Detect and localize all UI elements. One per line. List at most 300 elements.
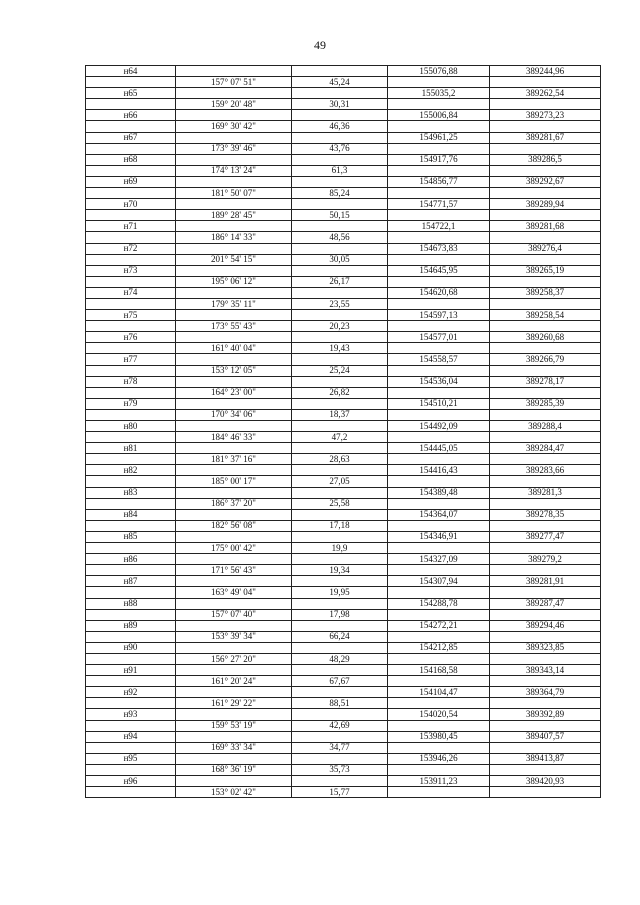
point-cell: н69 xyxy=(86,176,176,187)
y-coordinate-cell: 389265,19 xyxy=(490,265,601,276)
empty-cell xyxy=(292,132,388,143)
point-cell: н88 xyxy=(86,598,176,609)
empty-cell xyxy=(176,66,292,77)
empty-cell xyxy=(176,576,292,587)
empty-cell xyxy=(490,121,601,132)
table-row xyxy=(86,154,601,165)
empty-cell xyxy=(176,221,292,232)
empty-cell xyxy=(176,509,292,520)
empty-cell xyxy=(86,343,176,354)
x-coordinate-cell: 154558,57 xyxy=(388,354,490,365)
distance-cell: 19,43 xyxy=(292,343,388,354)
empty-cell xyxy=(490,298,601,309)
empty-cell xyxy=(490,343,601,354)
y-coordinate-cell: 389281,91 xyxy=(490,576,601,587)
table-row xyxy=(86,576,601,587)
empty-cell xyxy=(388,143,490,154)
table-row xyxy=(86,66,601,77)
empty-cell xyxy=(176,687,292,698)
direction-angle-cell: 173° 39' 46" xyxy=(176,143,292,154)
y-coordinate-cell: 389285,39 xyxy=(490,398,601,409)
empty-cell xyxy=(388,188,490,199)
table-row xyxy=(86,298,601,309)
empty-cell xyxy=(86,742,176,753)
empty-cell xyxy=(388,343,490,354)
empty-cell xyxy=(176,332,292,343)
y-coordinate-cell: 389262,54 xyxy=(490,88,601,99)
x-coordinate-cell: 154307,94 xyxy=(388,576,490,587)
table-row xyxy=(86,764,601,775)
table-row xyxy=(86,343,601,354)
direction-angle-cell: 153° 02' 42" xyxy=(176,787,292,798)
empty-cell xyxy=(292,465,388,476)
empty-cell xyxy=(176,487,292,498)
distance-cell: 42,69 xyxy=(292,720,388,731)
point-cell: н85 xyxy=(86,531,176,542)
table-row xyxy=(86,687,601,698)
empty-cell xyxy=(490,365,601,376)
empty-cell xyxy=(292,88,388,99)
distance-cell: 67,67 xyxy=(292,676,388,687)
point-cell: н79 xyxy=(86,398,176,409)
direction-angle-cell: 153° 39' 34" xyxy=(176,631,292,642)
direction-angle-cell: 157° 07' 40" xyxy=(176,609,292,620)
x-coordinate-cell: 154577,01 xyxy=(388,332,490,343)
y-coordinate-cell: 389289,94 xyxy=(490,199,601,210)
point-cell: н86 xyxy=(86,554,176,565)
distance-cell: 15,77 xyxy=(292,787,388,798)
point-cell: н65 xyxy=(86,88,176,99)
point-cell: н75 xyxy=(86,310,176,321)
empty-cell xyxy=(490,276,601,287)
distance-cell: 34,77 xyxy=(292,742,388,753)
empty-cell xyxy=(176,531,292,542)
direction-angle-cell: 186° 37' 20" xyxy=(176,498,292,509)
empty-cell xyxy=(292,443,388,454)
empty-cell xyxy=(292,576,388,587)
distance-cell: 17,18 xyxy=(292,520,388,531)
y-coordinate-cell: 389277,47 xyxy=(490,531,601,542)
empty-cell xyxy=(86,99,176,110)
point-cell: н66 xyxy=(86,110,176,121)
distance-cell: 45,24 xyxy=(292,77,388,88)
y-coordinate-cell: 389413,87 xyxy=(490,753,601,764)
y-coordinate-cell: 389279,2 xyxy=(490,554,601,565)
y-coordinate-cell: 389420,93 xyxy=(490,776,601,787)
direction-angle-cell: 159° 53' 19" xyxy=(176,720,292,731)
empty-cell xyxy=(176,376,292,387)
table-row xyxy=(86,509,601,520)
empty-cell xyxy=(176,421,292,432)
table-row xyxy=(86,398,601,409)
table-row xyxy=(86,365,601,376)
direction-angle-cell: 185° 00' 17" xyxy=(176,476,292,487)
empty-cell xyxy=(86,631,176,642)
distance-cell: 26,82 xyxy=(292,387,388,398)
table-row xyxy=(86,598,601,609)
y-coordinate-cell: 389292,67 xyxy=(490,176,601,187)
empty-cell xyxy=(176,110,292,121)
empty-cell xyxy=(490,631,601,642)
empty-cell xyxy=(86,276,176,287)
empty-cell xyxy=(86,609,176,620)
empty-cell xyxy=(388,121,490,132)
x-coordinate-cell: 154597,13 xyxy=(388,310,490,321)
empty-cell xyxy=(388,387,490,398)
empty-cell xyxy=(176,310,292,321)
empty-cell xyxy=(388,787,490,798)
point-cell: н93 xyxy=(86,709,176,720)
coordinates-table xyxy=(85,65,601,798)
empty-cell xyxy=(388,454,490,465)
point-cell: н72 xyxy=(86,243,176,254)
empty-cell xyxy=(292,665,388,676)
table-row xyxy=(86,620,601,631)
distance-cell: 50,15 xyxy=(292,210,388,221)
distance-cell: 47,2 xyxy=(292,432,388,443)
empty-cell xyxy=(292,154,388,165)
direction-angle-cell: 171° 56' 43" xyxy=(176,565,292,576)
empty-cell xyxy=(176,665,292,676)
y-coordinate-cell: 389343,14 xyxy=(490,665,601,676)
empty-cell xyxy=(176,776,292,787)
empty-cell xyxy=(388,165,490,176)
empty-cell xyxy=(388,698,490,709)
table-row xyxy=(86,143,601,154)
empty-cell xyxy=(176,465,292,476)
direction-angle-cell: 201° 54' 15" xyxy=(176,254,292,265)
direction-angle-cell: 186° 14' 33" xyxy=(176,232,292,243)
direction-angle-cell: 161° 40' 04" xyxy=(176,343,292,354)
empty-cell xyxy=(86,653,176,664)
direction-angle-cell: 170° 34' 06" xyxy=(176,409,292,420)
empty-cell xyxy=(86,143,176,154)
empty-cell xyxy=(388,653,490,664)
table-row xyxy=(86,110,601,121)
empty-cell xyxy=(86,720,176,731)
table-row xyxy=(86,188,601,199)
empty-cell xyxy=(388,276,490,287)
empty-cell xyxy=(490,454,601,465)
table-row xyxy=(86,587,601,598)
x-coordinate-cell: 154961,25 xyxy=(388,132,490,143)
direction-angle-cell: 182° 56' 08" xyxy=(176,520,292,531)
table-row xyxy=(86,454,601,465)
table-row xyxy=(86,443,601,454)
empty-cell xyxy=(86,210,176,221)
direction-angle-cell: 159° 20' 48" xyxy=(176,99,292,110)
empty-cell xyxy=(388,298,490,309)
empty-cell xyxy=(388,77,490,88)
distance-cell: 20,23 xyxy=(292,321,388,332)
empty-cell xyxy=(388,676,490,687)
y-coordinate-cell: 389276,4 xyxy=(490,243,601,254)
empty-cell xyxy=(86,476,176,487)
direction-angle-cell: 174° 13' 24" xyxy=(176,165,292,176)
empty-cell xyxy=(490,609,601,620)
distance-cell: 66,24 xyxy=(292,631,388,642)
empty-cell xyxy=(292,221,388,232)
y-coordinate-cell: 389284,47 xyxy=(490,443,601,454)
x-coordinate-cell: 154856,77 xyxy=(388,176,490,187)
empty-cell xyxy=(292,310,388,321)
distance-cell: 88,51 xyxy=(292,698,388,709)
table-row xyxy=(86,276,601,287)
direction-angle-cell: 161° 20' 24" xyxy=(176,676,292,687)
empty-cell xyxy=(176,620,292,631)
direction-angle-cell: 179° 35' 11" xyxy=(176,298,292,309)
table-row xyxy=(86,121,601,132)
table-row xyxy=(86,676,601,687)
empty-cell xyxy=(86,409,176,420)
empty-cell xyxy=(490,432,601,443)
point-cell: н94 xyxy=(86,731,176,742)
y-coordinate-cell: 389281,68 xyxy=(490,221,601,232)
empty-cell xyxy=(292,642,388,653)
empty-cell xyxy=(86,498,176,509)
empty-cell xyxy=(490,254,601,265)
empty-cell xyxy=(388,476,490,487)
y-coordinate-cell: 389258,54 xyxy=(490,310,601,321)
y-coordinate-cell: 389287,47 xyxy=(490,598,601,609)
table-row xyxy=(86,742,601,753)
x-coordinate-cell: 154416,43 xyxy=(388,465,490,476)
empty-cell xyxy=(176,287,292,298)
empty-cell xyxy=(86,454,176,465)
y-coordinate-cell: 389364,79 xyxy=(490,687,601,698)
x-coordinate-cell: 155035,2 xyxy=(388,88,490,99)
empty-cell xyxy=(86,254,176,265)
empty-cell xyxy=(388,520,490,531)
empty-cell xyxy=(292,332,388,343)
empty-cell xyxy=(490,165,601,176)
y-coordinate-cell: 389281,3 xyxy=(490,487,601,498)
empty-cell xyxy=(86,565,176,576)
distance-cell: 19,95 xyxy=(292,587,388,598)
empty-cell xyxy=(388,365,490,376)
x-coordinate-cell: 154364,07 xyxy=(388,509,490,520)
direction-angle-cell: 175° 00' 42" xyxy=(176,543,292,554)
empty-cell xyxy=(388,764,490,775)
table-row xyxy=(86,776,601,787)
distance-cell: 30,05 xyxy=(292,254,388,265)
y-coordinate-cell: 389392,89 xyxy=(490,709,601,720)
point-cell: н92 xyxy=(86,687,176,698)
empty-cell xyxy=(490,387,601,398)
empty-cell xyxy=(490,565,601,576)
x-coordinate-cell: 154917,76 xyxy=(388,154,490,165)
empty-cell xyxy=(490,99,601,110)
direction-angle-cell: 181° 37' 16" xyxy=(176,454,292,465)
table-row xyxy=(86,132,601,143)
table-row xyxy=(86,243,601,254)
table-row xyxy=(86,432,601,443)
empty-cell xyxy=(176,154,292,165)
empty-cell xyxy=(388,742,490,753)
x-coordinate-cell: 154288,78 xyxy=(388,598,490,609)
point-cell: н83 xyxy=(86,487,176,498)
empty-cell xyxy=(292,199,388,210)
empty-cell xyxy=(292,776,388,787)
empty-cell xyxy=(86,543,176,554)
empty-cell xyxy=(176,88,292,99)
point-cell: н82 xyxy=(86,465,176,476)
table-row xyxy=(86,631,601,642)
empty-cell xyxy=(490,543,601,554)
direction-angle-cell: 168° 36' 19" xyxy=(176,764,292,775)
distance-cell: 28,63 xyxy=(292,454,388,465)
empty-cell xyxy=(388,543,490,554)
point-cell: н68 xyxy=(86,154,176,165)
point-cell: н87 xyxy=(86,576,176,587)
direction-angle-cell: 181° 50' 07" xyxy=(176,188,292,199)
x-coordinate-cell: 154673,83 xyxy=(388,243,490,254)
table-row xyxy=(86,642,601,653)
empty-cell xyxy=(490,498,601,509)
table-row xyxy=(86,409,601,420)
empty-cell xyxy=(388,631,490,642)
empty-cell xyxy=(86,321,176,332)
empty-cell xyxy=(176,709,292,720)
distance-cell: 19,34 xyxy=(292,565,388,576)
empty-cell xyxy=(86,520,176,531)
table-row xyxy=(86,265,601,276)
distance-cell: 30,31 xyxy=(292,99,388,110)
x-coordinate-cell: 154104,47 xyxy=(388,687,490,698)
table-row xyxy=(86,387,601,398)
empty-cell xyxy=(490,676,601,687)
empty-cell xyxy=(292,376,388,387)
empty-cell xyxy=(86,77,176,88)
distance-cell: 19,9 xyxy=(292,543,388,554)
x-coordinate-cell: 154510,21 xyxy=(388,398,490,409)
direction-angle-cell: 156° 27' 20" xyxy=(176,653,292,664)
table-row xyxy=(86,565,601,576)
empty-cell xyxy=(292,398,388,409)
point-cell: н64 xyxy=(86,66,176,77)
empty-cell xyxy=(176,199,292,210)
y-coordinate-cell: 389288,4 xyxy=(490,421,601,432)
point-cell: н89 xyxy=(86,620,176,631)
point-cell: н76 xyxy=(86,332,176,343)
distance-cell: 17,98 xyxy=(292,609,388,620)
empty-cell xyxy=(86,188,176,199)
table-row xyxy=(86,465,601,476)
empty-cell xyxy=(490,653,601,664)
empty-cell xyxy=(490,720,601,731)
empty-cell xyxy=(176,265,292,276)
table-row xyxy=(86,476,601,487)
empty-cell xyxy=(490,587,601,598)
distance-cell: 48,56 xyxy=(292,232,388,243)
point-cell: н90 xyxy=(86,642,176,653)
table-row xyxy=(86,254,601,265)
direction-angle-cell: 169° 30' 42" xyxy=(176,121,292,132)
empty-cell xyxy=(292,731,388,742)
table-row xyxy=(86,520,601,531)
empty-cell xyxy=(176,753,292,764)
empty-cell xyxy=(388,432,490,443)
table-row xyxy=(86,731,601,742)
x-coordinate-cell: 154272,21 xyxy=(388,620,490,631)
empty-cell xyxy=(292,287,388,298)
table-row xyxy=(86,554,601,565)
y-coordinate-cell: 389286,5 xyxy=(490,154,601,165)
empty-cell xyxy=(490,698,601,709)
table-row xyxy=(86,221,601,232)
table-row xyxy=(86,421,601,432)
table-row xyxy=(86,709,601,720)
x-coordinate-cell: 155076,88 xyxy=(388,66,490,77)
table-row xyxy=(86,99,601,110)
empty-cell xyxy=(86,764,176,775)
empty-cell xyxy=(292,421,388,432)
distance-cell: 61,3 xyxy=(292,165,388,176)
direction-angle-cell: 189° 28' 45" xyxy=(176,210,292,221)
y-coordinate-cell: 389281,67 xyxy=(490,132,601,143)
empty-cell xyxy=(292,509,388,520)
empty-cell xyxy=(86,587,176,598)
x-coordinate-cell: 155006,84 xyxy=(388,110,490,121)
x-coordinate-cell: 154645,95 xyxy=(388,265,490,276)
empty-cell xyxy=(86,365,176,376)
distance-cell: 48,29 xyxy=(292,653,388,664)
empty-cell xyxy=(292,354,388,365)
empty-cell xyxy=(176,642,292,653)
table-row xyxy=(86,665,601,676)
direction-angle-cell: 163° 49' 04" xyxy=(176,587,292,598)
empty-cell xyxy=(86,232,176,243)
distance-cell: 43,76 xyxy=(292,143,388,154)
table-row xyxy=(86,310,601,321)
table-row xyxy=(86,287,601,298)
empty-cell xyxy=(86,432,176,443)
empty-cell xyxy=(292,176,388,187)
x-coordinate-cell: 154492,09 xyxy=(388,421,490,432)
x-coordinate-cell: 154536,04 xyxy=(388,376,490,387)
x-coordinate-cell: 153946,26 xyxy=(388,753,490,764)
distance-cell: 25,58 xyxy=(292,498,388,509)
empty-cell xyxy=(388,99,490,110)
y-coordinate-cell: 389258,37 xyxy=(490,287,601,298)
table-row xyxy=(86,787,601,798)
empty-cell xyxy=(292,687,388,698)
empty-cell xyxy=(292,598,388,609)
empty-cell xyxy=(490,764,601,775)
empty-cell xyxy=(176,554,292,565)
empty-cell xyxy=(490,742,601,753)
y-coordinate-cell: 389273,23 xyxy=(490,110,601,121)
x-coordinate-cell: 154020,54 xyxy=(388,709,490,720)
point-cell: н67 xyxy=(86,132,176,143)
empty-cell xyxy=(292,554,388,565)
x-coordinate-cell: 153980,45 xyxy=(388,731,490,742)
direction-angle-cell: 195° 06' 12" xyxy=(176,276,292,287)
y-coordinate-cell: 389294,46 xyxy=(490,620,601,631)
empty-cell xyxy=(388,254,490,265)
point-cell: н71 xyxy=(86,221,176,232)
table-row xyxy=(86,210,601,221)
x-coordinate-cell: 154445,05 xyxy=(388,443,490,454)
point-cell: н84 xyxy=(86,509,176,520)
point-cell: н78 xyxy=(86,376,176,387)
x-coordinate-cell: 154168,58 xyxy=(388,665,490,676)
y-coordinate-cell: 389323,85 xyxy=(490,642,601,653)
distance-cell: 25,24 xyxy=(292,365,388,376)
table-row xyxy=(86,531,601,542)
empty-cell xyxy=(292,110,388,121)
table-row xyxy=(86,376,601,387)
